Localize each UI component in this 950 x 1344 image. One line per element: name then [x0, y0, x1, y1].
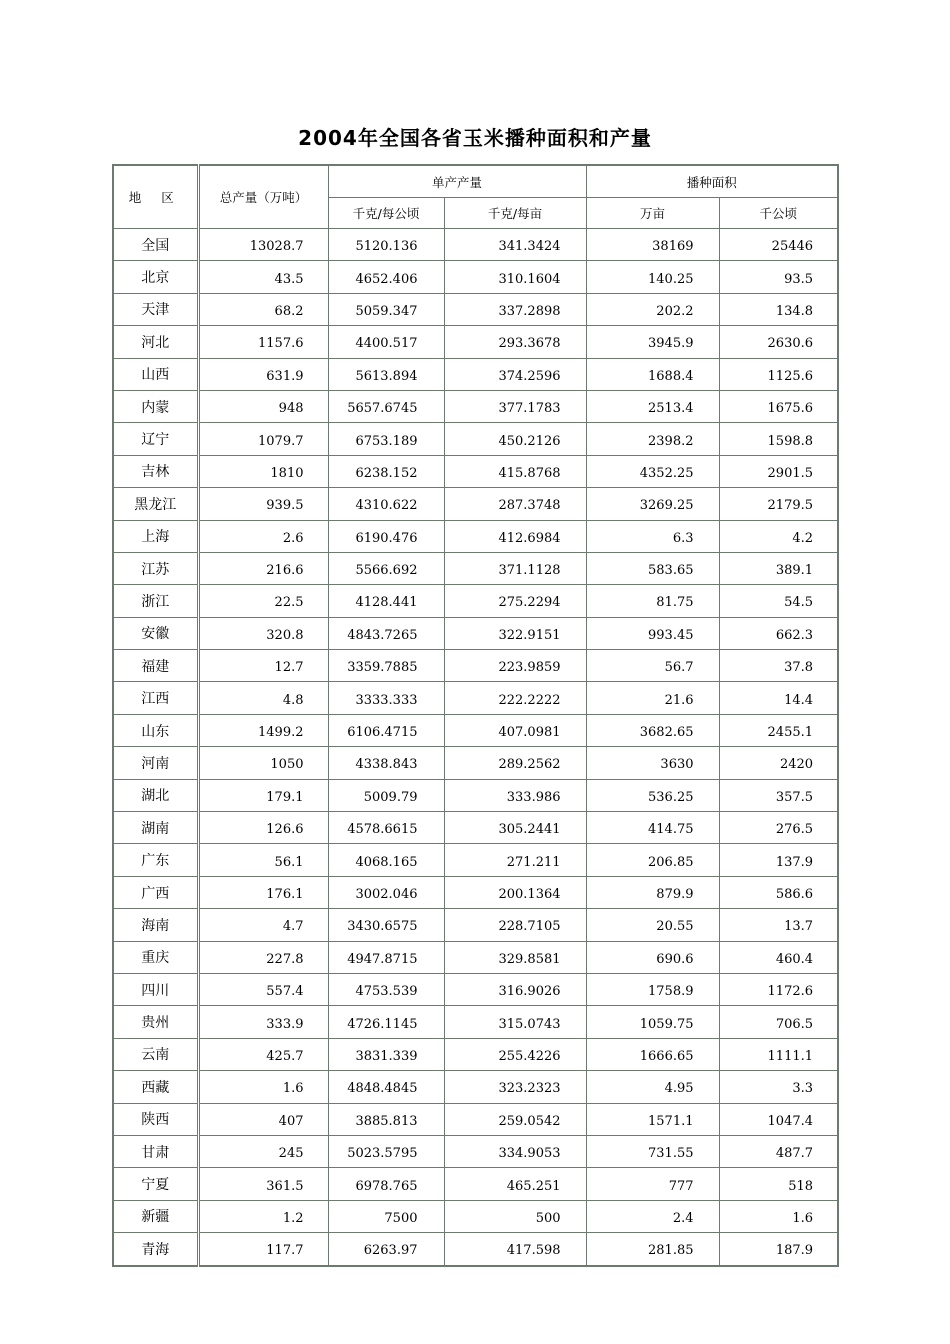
region-cell: 辽宁 — [113, 423, 198, 455]
region-cell: 福建 — [113, 650, 198, 682]
kg-per-mu-cell: 323.2323 — [444, 1071, 586, 1103]
kg-per-mu-cell: 271.211 — [444, 844, 586, 876]
table-row — [113, 261, 838, 293]
kg-per-ha-cell: 6190.476 — [328, 520, 444, 552]
thousand-ha-cell: 357.5 — [719, 779, 838, 811]
kg-per-mu-cell: 407.0981 — [444, 714, 586, 746]
total-output-cell: 22.5 — [198, 585, 328, 617]
region-cell: 江西 — [113, 682, 198, 714]
kg-per-ha-cell: 7500 — [328, 1200, 444, 1232]
kg-per-ha-cell: 4652.406 — [328, 261, 444, 293]
wan-mu-cell: 2513.4 — [586, 390, 719, 422]
region-cell: 河南 — [113, 747, 198, 779]
total-output-cell: 948 — [198, 390, 328, 422]
total-output-cell: 4.8 — [198, 682, 328, 714]
total-output-cell: 13028.7 — [198, 229, 328, 261]
table-row — [113, 1006, 838, 1038]
table-row — [113, 1071, 838, 1103]
table-row — [113, 779, 838, 811]
thousand-ha-cell: 1.6 — [719, 1200, 838, 1232]
region-cell: 广西 — [113, 876, 198, 908]
region-cell: 浙江 — [113, 585, 198, 617]
thousand-ha-cell: 2455.1 — [719, 714, 838, 746]
kg-per-mu-cell: 322.9151 — [444, 617, 586, 649]
thousand-ha-cell: 3.3 — [719, 1071, 838, 1103]
wan-mu-cell: 993.45 — [586, 617, 719, 649]
thousand-ha-cell: 662.3 — [719, 617, 838, 649]
kg-per-ha-cell: 6106.4715 — [328, 714, 444, 746]
region-cell: 西藏 — [113, 1071, 198, 1103]
thousand-ha-cell: 1598.8 — [719, 423, 838, 455]
kg-per-mu-cell: 417.598 — [444, 1233, 586, 1266]
table-row — [113, 326, 838, 358]
total-output-cell: 117.7 — [198, 1233, 328, 1266]
thousand-ha-cell: 460.4 — [719, 941, 838, 973]
kg-per-mu-cell: 500 — [444, 1200, 586, 1232]
kg-per-ha-cell: 3002.046 — [328, 876, 444, 908]
kg-per-mu-cell: 287.3748 — [444, 488, 586, 520]
table-row — [113, 585, 838, 617]
kg-per-ha-cell: 3333.333 — [328, 682, 444, 714]
wan-mu-cell: 3945.9 — [586, 326, 719, 358]
table-row — [113, 293, 838, 325]
total-output-cell: 425.7 — [198, 1038, 328, 1070]
wan-mu-cell: 583.65 — [586, 552, 719, 584]
region-cell: 新疆 — [113, 1200, 198, 1232]
kg-per-ha-cell: 5657.6745 — [328, 390, 444, 422]
kg-per-ha-cell: 4338.843 — [328, 747, 444, 779]
table-row — [113, 812, 838, 844]
header-total-output: 总产量（万吨） — [198, 165, 328, 229]
wan-mu-cell: 4352.25 — [586, 455, 719, 487]
kg-per-mu-cell: 371.1128 — [444, 552, 586, 584]
table-row — [113, 488, 838, 520]
total-output-cell: 176.1 — [198, 876, 328, 908]
wan-mu-cell: 3269.25 — [586, 488, 719, 520]
total-output-cell: 1810 — [198, 455, 328, 487]
table-row — [113, 941, 838, 973]
wan-mu-cell: 1059.75 — [586, 1006, 719, 1038]
wan-mu-cell: 1666.65 — [586, 1038, 719, 1070]
thousand-ha-cell: 518 — [719, 1168, 838, 1200]
total-output-cell: 227.8 — [198, 941, 328, 973]
thousand-ha-cell: 54.5 — [719, 585, 838, 617]
kg-per-mu-cell: 228.7105 — [444, 909, 586, 941]
thousand-ha-cell: 586.6 — [719, 876, 838, 908]
thousand-ha-cell: 1675.6 — [719, 390, 838, 422]
wan-mu-cell: 879.9 — [586, 876, 719, 908]
total-output-cell: 1079.7 — [198, 423, 328, 455]
region-cell: 云南 — [113, 1038, 198, 1070]
table-row — [113, 1103, 838, 1135]
total-output-cell: 56.1 — [198, 844, 328, 876]
kg-per-ha-cell: 3885.813 — [328, 1103, 444, 1135]
kg-per-ha-cell: 4848.4845 — [328, 1071, 444, 1103]
table-row — [113, 358, 838, 390]
kg-per-mu-cell: 293.3678 — [444, 326, 586, 358]
kg-per-ha-cell: 6238.152 — [328, 455, 444, 487]
kg-per-ha-cell: 4947.8715 — [328, 941, 444, 973]
region-cell: 四川 — [113, 973, 198, 1005]
kg-per-mu-cell: 310.1604 — [444, 261, 586, 293]
kg-per-mu-cell: 329.8581 — [444, 941, 586, 973]
kg-per-mu-cell: 316.9026 — [444, 973, 586, 1005]
header-wan-mu: 万亩 — [586, 198, 719, 229]
header-sown-area: 播种面积 — [586, 165, 838, 198]
wan-mu-cell: 6.3 — [586, 520, 719, 552]
kg-per-ha-cell: 3831.339 — [328, 1038, 444, 1070]
region-cell: 天津 — [113, 293, 198, 325]
wan-mu-cell: 3630 — [586, 747, 719, 779]
total-output-cell: 1157.6 — [198, 326, 328, 358]
header-kg-per-ha: 千克/每公顷 — [328, 198, 444, 229]
wan-mu-cell: 21.6 — [586, 682, 719, 714]
table-row — [113, 1168, 838, 1200]
kg-per-mu-cell: 374.2596 — [444, 358, 586, 390]
region-cell: 海南 — [113, 909, 198, 941]
table-row — [113, 520, 838, 552]
corn-data-table — [112, 164, 839, 1267]
thousand-ha-cell: 13.7 — [719, 909, 838, 941]
wan-mu-cell: 81.75 — [586, 585, 719, 617]
kg-per-mu-cell: 223.9859 — [444, 650, 586, 682]
kg-per-mu-cell: 333.986 — [444, 779, 586, 811]
wan-mu-cell: 56.7 — [586, 650, 719, 682]
kg-per-mu-cell: 412.6984 — [444, 520, 586, 552]
page-title: 2004年全国各省玉米播种面积和产量 — [298, 126, 652, 150]
kg-per-ha-cell: 4310.622 — [328, 488, 444, 520]
table-row — [113, 617, 838, 649]
kg-per-ha-cell: 5566.692 — [328, 552, 444, 584]
table-row — [113, 1135, 838, 1167]
kg-per-ha-cell: 4843.7265 — [328, 617, 444, 649]
thousand-ha-cell: 1047.4 — [719, 1103, 838, 1135]
kg-per-mu-cell: 315.0743 — [444, 1006, 586, 1038]
wan-mu-cell: 281.85 — [586, 1233, 719, 1266]
thousand-ha-cell: 2901.5 — [719, 455, 838, 487]
wan-mu-cell: 690.6 — [586, 941, 719, 973]
kg-per-ha-cell: 4578.6615 — [328, 812, 444, 844]
region-cell: 湖北 — [113, 779, 198, 811]
thousand-ha-cell: 4.2 — [719, 520, 838, 552]
wan-mu-cell: 38169 — [586, 229, 719, 261]
kg-per-ha-cell: 6978.765 — [328, 1168, 444, 1200]
region-cell: 青海 — [113, 1233, 198, 1266]
region-cell: 北京 — [113, 261, 198, 293]
header-unit-yield: 单产产量 — [328, 165, 586, 198]
region-cell: 上海 — [113, 520, 198, 552]
region-cell: 全国 — [113, 229, 198, 261]
thousand-ha-cell: 93.5 — [719, 261, 838, 293]
table-row — [113, 552, 838, 584]
kg-per-mu-cell: 259.0542 — [444, 1103, 586, 1135]
wan-mu-cell: 202.2 — [586, 293, 719, 325]
total-output-cell: 1499.2 — [198, 714, 328, 746]
total-output-cell: 939.5 — [198, 488, 328, 520]
region-cell: 重庆 — [113, 941, 198, 973]
wan-mu-cell: 20.55 — [586, 909, 719, 941]
table-row — [113, 714, 838, 746]
table-row — [113, 1233, 838, 1266]
thousand-ha-cell: 187.9 — [719, 1233, 838, 1266]
total-output-cell: 631.9 — [198, 358, 328, 390]
thousand-ha-cell: 2420 — [719, 747, 838, 779]
wan-mu-cell: 3682.65 — [586, 714, 719, 746]
wan-mu-cell: 536.25 — [586, 779, 719, 811]
region-cell: 安徽 — [113, 617, 198, 649]
table-row — [113, 973, 838, 1005]
total-output-cell: 179.1 — [198, 779, 328, 811]
kg-per-ha-cell: 6263.97 — [328, 1233, 444, 1266]
total-output-cell: 320.8 — [198, 617, 328, 649]
kg-per-mu-cell: 222.2222 — [444, 682, 586, 714]
wan-mu-cell: 4.95 — [586, 1071, 719, 1103]
kg-per-ha-cell: 4400.517 — [328, 326, 444, 358]
wan-mu-cell: 777 — [586, 1168, 719, 1200]
wan-mu-cell: 206.85 — [586, 844, 719, 876]
region-cell: 内蒙 — [113, 390, 198, 422]
region-cell: 黑龙江 — [113, 488, 198, 520]
table-row — [113, 455, 838, 487]
kg-per-mu-cell: 255.4226 — [444, 1038, 586, 1070]
kg-per-ha-cell: 4068.165 — [328, 844, 444, 876]
wan-mu-cell: 1758.9 — [586, 973, 719, 1005]
kg-per-ha-cell: 5009.79 — [328, 779, 444, 811]
kg-per-ha-cell: 5059.347 — [328, 293, 444, 325]
kg-per-ha-cell: 6753.189 — [328, 423, 444, 455]
region-cell: 山西 — [113, 358, 198, 390]
table-row — [113, 229, 838, 261]
table-header — [113, 165, 838, 229]
header-region: 地 区 — [113, 165, 198, 229]
header-row-1 — [113, 165, 838, 198]
kg-per-ha-cell: 4726.1145 — [328, 1006, 444, 1038]
region-cell: 湖南 — [113, 812, 198, 844]
thousand-ha-cell: 134.8 — [719, 293, 838, 325]
region-cell: 吉林 — [113, 455, 198, 487]
kg-per-ha-cell: 5120.136 — [328, 229, 444, 261]
total-output-cell: 68.2 — [198, 293, 328, 325]
kg-per-mu-cell: 450.2126 — [444, 423, 586, 455]
kg-per-mu-cell: 334.9053 — [444, 1135, 586, 1167]
table-row — [113, 682, 838, 714]
total-output-cell: 1.2 — [198, 1200, 328, 1232]
total-output-cell: 4.7 — [198, 909, 328, 941]
kg-per-ha-cell: 4128.441 — [328, 585, 444, 617]
kg-per-mu-cell: 289.2562 — [444, 747, 586, 779]
thousand-ha-cell: 706.5 — [719, 1006, 838, 1038]
table-row — [113, 909, 838, 941]
region-cell: 广东 — [113, 844, 198, 876]
kg-per-mu-cell: 377.1783 — [444, 390, 586, 422]
thousand-ha-cell: 1125.6 — [719, 358, 838, 390]
total-output-cell: 361.5 — [198, 1168, 328, 1200]
region-cell: 宁夏 — [113, 1168, 198, 1200]
total-output-cell: 126.6 — [198, 812, 328, 844]
kg-per-mu-cell: 305.2441 — [444, 812, 586, 844]
region-cell: 陕西 — [113, 1103, 198, 1135]
region-cell: 甘肃 — [113, 1135, 198, 1167]
table-row — [113, 650, 838, 682]
total-output-cell: 407 — [198, 1103, 328, 1135]
table-body — [113, 229, 838, 1266]
total-output-cell: 1050 — [198, 747, 328, 779]
header-thousand-ha: 千公顷 — [719, 198, 838, 229]
total-output-cell: 2.6 — [198, 520, 328, 552]
wan-mu-cell: 731.55 — [586, 1135, 719, 1167]
total-output-cell: 12.7 — [198, 650, 328, 682]
region-cell: 河北 — [113, 326, 198, 358]
kg-per-mu-cell: 275.2294 — [444, 585, 586, 617]
table-row — [113, 876, 838, 908]
kg-per-mu-cell: 200.1364 — [444, 876, 586, 908]
data-table-container — [112, 164, 837, 1267]
region-cell: 山东 — [113, 714, 198, 746]
thousand-ha-cell: 1172.6 — [719, 973, 838, 1005]
thousand-ha-cell: 487.7 — [719, 1135, 838, 1167]
kg-per-mu-cell: 341.3424 — [444, 229, 586, 261]
table-row — [113, 844, 838, 876]
region-cell: 江苏 — [113, 552, 198, 584]
thousand-ha-cell: 137.9 — [719, 844, 838, 876]
kg-per-ha-cell: 5613.894 — [328, 358, 444, 390]
kg-per-ha-cell: 4753.539 — [328, 973, 444, 1005]
wan-mu-cell: 414.75 — [586, 812, 719, 844]
table-row — [113, 423, 838, 455]
total-output-cell: 216.6 — [198, 552, 328, 584]
thousand-ha-cell: 2630.6 — [719, 326, 838, 358]
wan-mu-cell: 1571.1 — [586, 1103, 719, 1135]
table-row — [113, 390, 838, 422]
kg-per-ha-cell: 5023.5795 — [328, 1135, 444, 1167]
kg-per-mu-cell: 337.2898 — [444, 293, 586, 325]
total-output-cell: 1.6 — [198, 1071, 328, 1103]
wan-mu-cell: 2.4 — [586, 1200, 719, 1232]
total-output-cell: 245 — [198, 1135, 328, 1167]
thousand-ha-cell: 276.5 — [719, 812, 838, 844]
kg-per-ha-cell: 3359.7885 — [328, 650, 444, 682]
thousand-ha-cell: 14.4 — [719, 682, 838, 714]
thousand-ha-cell: 2179.5 — [719, 488, 838, 520]
region-cell: 贵州 — [113, 1006, 198, 1038]
total-output-cell: 333.9 — [198, 1006, 328, 1038]
table-row — [113, 747, 838, 779]
wan-mu-cell: 2398.2 — [586, 423, 719, 455]
kg-per-ha-cell: 3430.6575 — [328, 909, 444, 941]
header-kg-per-mu: 千克/每亩 — [444, 198, 586, 229]
kg-per-mu-cell: 465.251 — [444, 1168, 586, 1200]
kg-per-mu-cell: 415.8768 — [444, 455, 586, 487]
thousand-ha-cell: 25446 — [719, 229, 838, 261]
total-output-cell: 43.5 — [198, 261, 328, 293]
table-row — [113, 1038, 838, 1070]
thousand-ha-cell: 1111.1 — [719, 1038, 838, 1070]
table-row — [113, 1200, 838, 1232]
thousand-ha-cell: 37.8 — [719, 650, 838, 682]
wan-mu-cell: 1688.4 — [586, 358, 719, 390]
thousand-ha-cell: 389.1 — [719, 552, 838, 584]
wan-mu-cell: 140.25 — [586, 261, 719, 293]
total-output-cell: 557.4 — [198, 973, 328, 1005]
